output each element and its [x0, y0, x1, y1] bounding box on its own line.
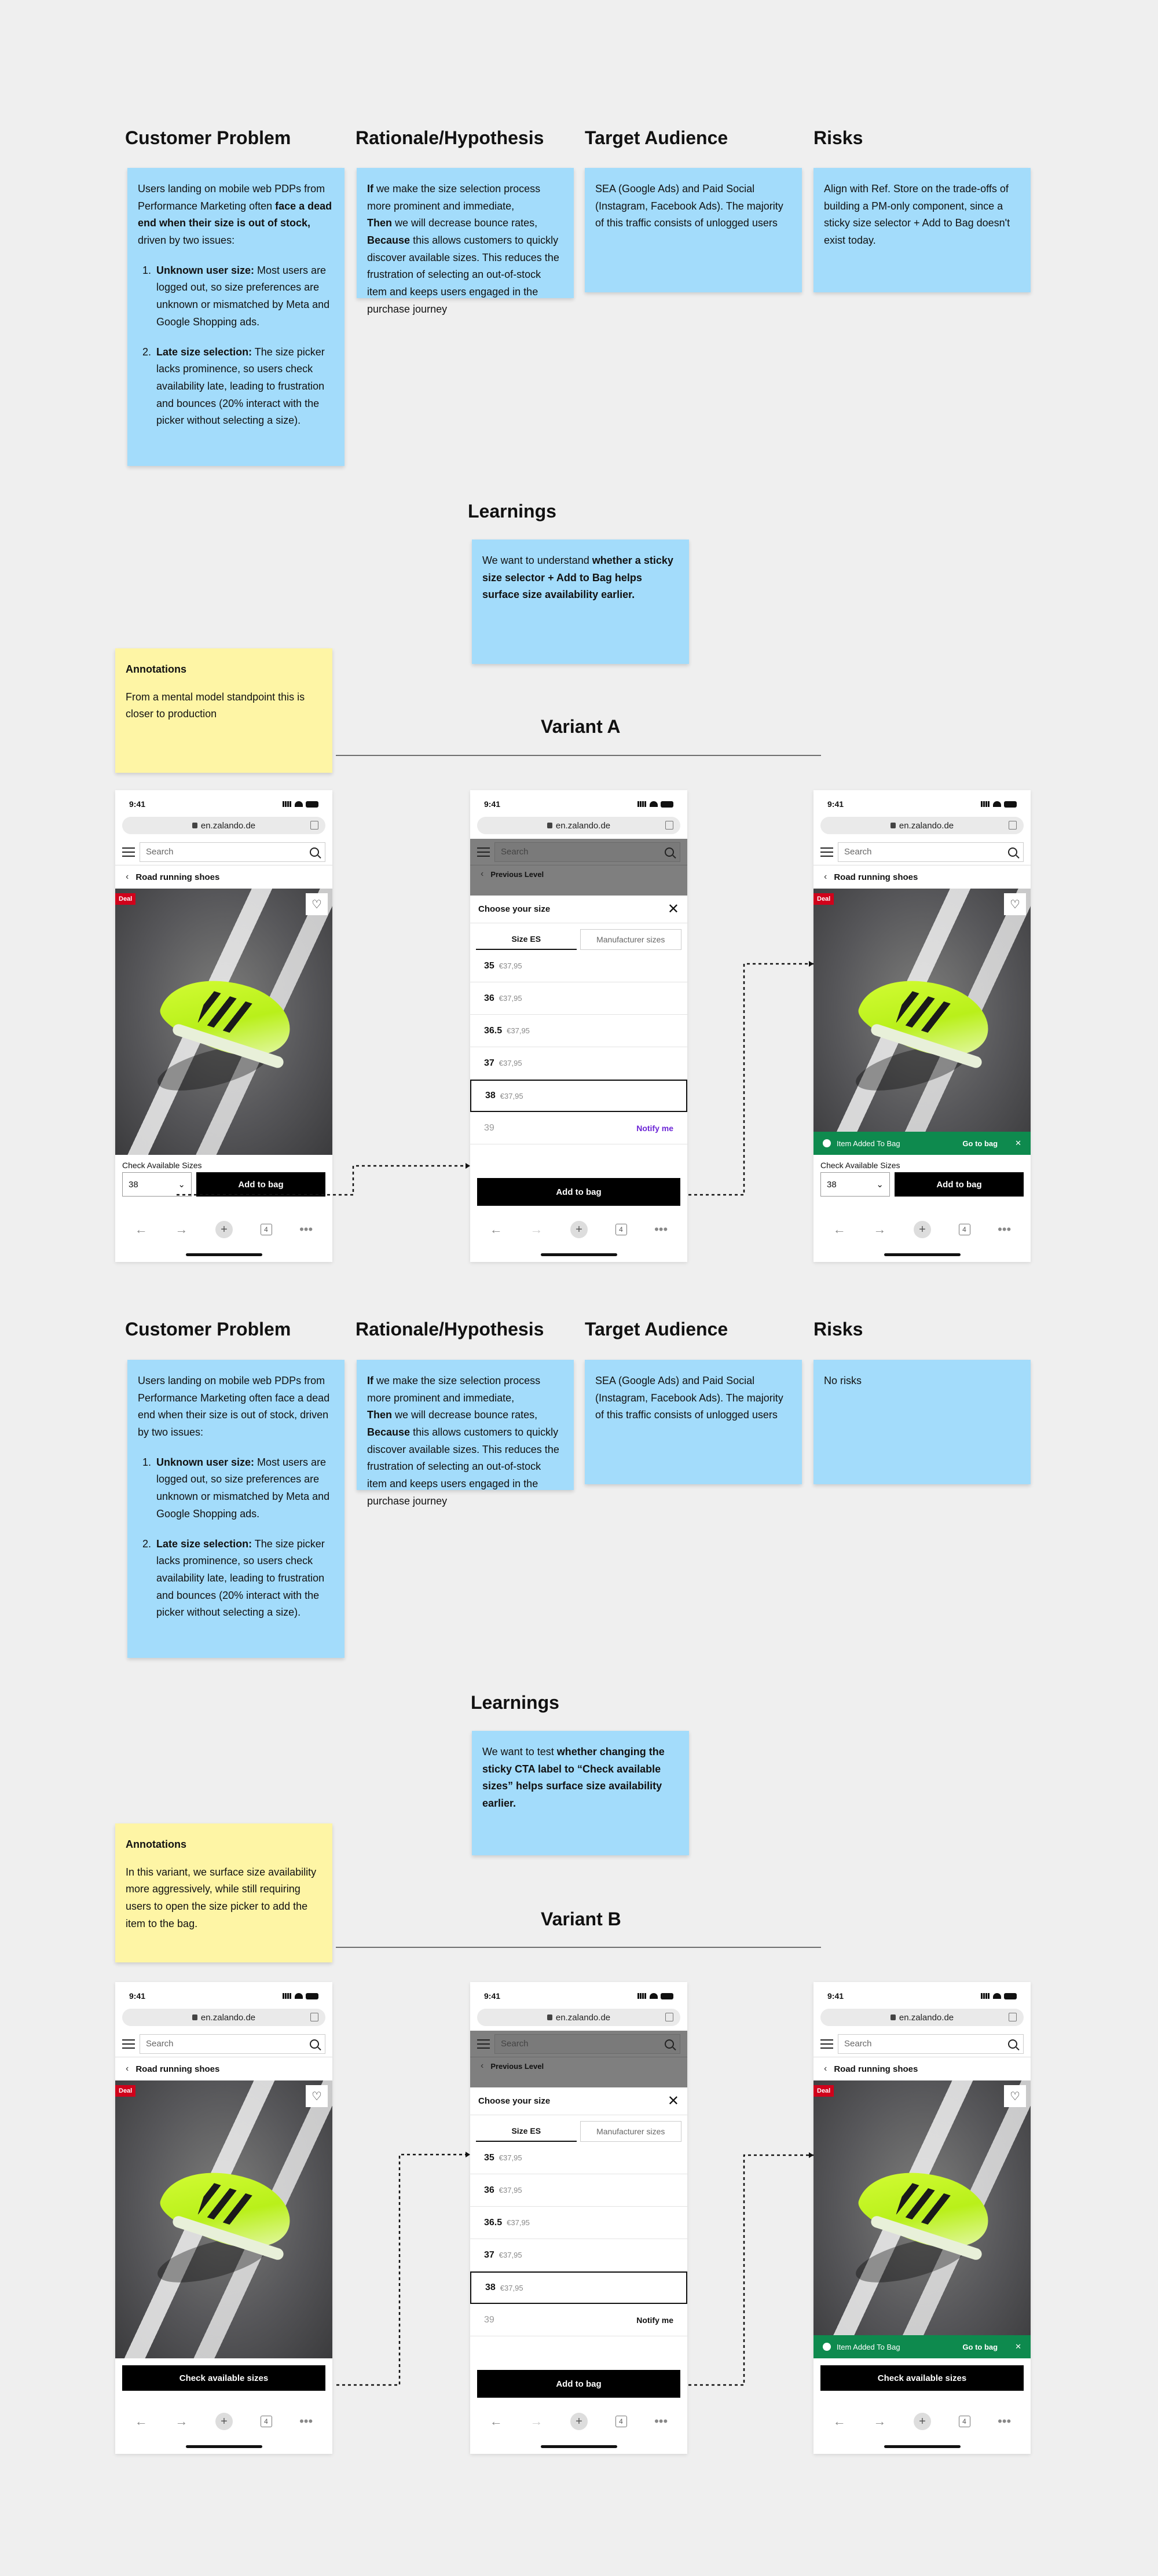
back-icon[interactable]: ←	[134, 2414, 148, 2428]
check-icon	[823, 2343, 831, 2351]
add-to-bag-button[interactable]: Add to bag	[196, 1172, 325, 1197]
home-indicator	[541, 2445, 617, 2448]
menu-icon	[477, 2039, 490, 2049]
breadcrumb: ‹ Previous Level	[481, 2061, 544, 2071]
size-option[interactable]: 36.5 €37,95	[470, 1015, 687, 1047]
tabs-icon[interactable]: 4	[959, 1224, 970, 1235]
sticky-learnings: We want to understand whether a sticky size selector + Add to Bag helps surface size availability earlier.	[472, 540, 689, 664]
heart-icon[interactable]: ♡	[306, 2085, 328, 2107]
go-to-bag-link[interactable]: Go to bag	[962, 1139, 998, 1148]
search-input[interactable]: Search	[140, 2034, 325, 2054]
tab-size-es[interactable]: Size ES	[476, 929, 577, 950]
product-image	[115, 2080, 332, 2358]
phone-size-picker: 9:41 en.zalando.de Search ‹ Previous Level Choose your size ✕ Size ES Manufacturer sizes 35 €37,95 36 €37,95 36.5 €37,95 37 €37,95 38 €37,95 39 Notify me Add to bag ← → + 4 •••	[470, 1982, 687, 2454]
search-icon	[665, 2039, 674, 2049]
chevron-down-icon: ⌄	[178, 1180, 185, 1190]
sticky-risks: Align with Ref. Store on the trade-offs of building a PM-only component, since a sticky size selector + Add to Bag doesn't exist today.	[813, 168, 1031, 292]
tabs-icon[interactable]: 4	[615, 2416, 627, 2427]
phone-size-picker: 9:41 en.zalando.de Search ‹ Previous Level Choose your size ✕ Size ES Manufacturer sizes 35 €37,95 36 €37,95 36.5 €37,95 37 €37,95 38 €37,95 39 Notify me Add to bag ← → + 4 •••	[470, 790, 687, 1262]
tabs-icon[interactable]: 4	[261, 1224, 272, 1235]
deal-badge: Deal	[813, 2085, 834, 2097]
chevron-left-icon: ‹	[824, 872, 827, 882]
header-risks: Risks	[813, 1319, 863, 1340]
tabs-icon[interactable]: 4	[959, 2416, 970, 2427]
breadcrumb[interactable]: ‹ Road running shoes	[126, 872, 220, 882]
battery-icon	[306, 1993, 318, 1999]
breadcrumb[interactable]: ‹ Road running shoes	[126, 2064, 220, 2074]
more-icon[interactable]: •••	[654, 2414, 668, 2428]
size-selector[interactable]: 38 ⌄	[122, 1172, 192, 1197]
chevron-down-icon: ⌄	[876, 1180, 884, 1190]
variant-title: Variant A	[541, 716, 621, 737]
tab-size-es[interactable]: Size ES	[476, 2121, 577, 2142]
add-to-bag-button[interactable]: Add to bag	[477, 1178, 680, 1206]
deal-badge: Deal	[115, 2085, 135, 2097]
battery-icon	[1004, 1993, 1017, 1999]
new-tab-icon[interactable]: +	[570, 1221, 588, 1238]
wifi-icon	[295, 1993, 303, 1999]
more-icon[interactable]: •••	[998, 2414, 1012, 2428]
variant-title: Variant B	[541, 1909, 621, 1929]
forward-icon[interactable]: →	[175, 2414, 188, 2428]
size-option[interactable]: 37 €37,95	[470, 2239, 687, 2272]
back-icon[interactable]: ←	[134, 1222, 148, 1236]
status-time: 9:41	[129, 799, 146, 809]
browser-toolbar	[115, 2410, 332, 2433]
phone-pdp: 9:41 en.zalando.de Search ‹ Road running shoes Deal ♡ Check available sizes ← → + 4 •••	[115, 1982, 332, 2454]
tab-manufacturer-sizes[interactable]: Manufacturer sizes	[580, 929, 682, 950]
search-input: Search	[494, 2034, 680, 2054]
home-indicator	[884, 2445, 961, 2448]
new-tab-icon[interactable]: +	[570, 2413, 588, 2430]
signal-icon	[637, 1993, 647, 1999]
available-sizes-label: Check Available Sizes	[820, 1161, 900, 1170]
sticky-customer-problem: Users landing on mobile web PDPs from Performance Marketing often face a dead end when their size is out of stock, driven by two issues: 1. Unknown user size: Most users are logged out, so size preferences are unknown or mismatched by Meta and Google Shopping ads. 2. Late size selection: The size picker lacks prominence, so users check availability late, leading to frustration and bounces (20% interact with the picker without selecting a size).	[127, 1360, 345, 1658]
forward-icon[interactable]: →	[530, 2414, 543, 2428]
forward-icon[interactable]: →	[530, 1222, 543, 1236]
search-icon[interactable]	[1008, 2039, 1017, 2049]
close-icon[interactable]: ✕	[667, 901, 679, 917]
new-tab-icon[interactable]: +	[215, 1221, 233, 1238]
search-icon[interactable]	[310, 2039, 319, 2049]
size-picker-sheet	[470, 2087, 687, 2400]
forward-icon[interactable]: →	[873, 1222, 886, 1236]
header-risks: Risks	[813, 127, 863, 148]
size-option[interactable]: 36 €37,95	[470, 2174, 687, 2207]
more-icon[interactable]: •••	[998, 1222, 1012, 1236]
sticky-annotations: Annotations In this variant, we surface size availability more aggressively, while still requiring users to open the size picker to add the item to the bag.	[115, 1823, 332, 1962]
added-toast: Item Added To Bag Go to bag ✕	[813, 2335, 1031, 2358]
sticky-rationale: If we make the size selection process more prominent and immediate, Then we will decrease bounce rates, Because this allows customers to quickly discover available sizes. This reduces the frustration of selecting an out-of-stock item and keeps users engaged in the purchase journey	[357, 168, 574, 298]
url-bar[interactable]: en.zalando.de	[122, 2009, 325, 2026]
url-bar[interactable]: en.zalando.de	[477, 817, 680, 834]
new-tab-icon[interactable]: +	[914, 2413, 931, 2430]
heart-icon[interactable]: ♡	[306, 893, 328, 915]
wifi-icon	[993, 1993, 1001, 1999]
url-bar[interactable]: en.zalando.de	[820, 2009, 1024, 2026]
chevron-left-icon: ‹	[126, 872, 129, 882]
divider	[336, 1947, 821, 1948]
size-option[interactable]: 36 €37,95	[470, 982, 687, 1015]
go-to-bag-link[interactable]: Go to bag	[962, 2342, 998, 2351]
size-option-selected[interactable]: 38 €37,95	[470, 2272, 687, 2304]
chevron-left-icon: ‹	[126, 2064, 129, 2074]
sticky-risks: No risks	[813, 1360, 1031, 1484]
lock-icon	[547, 2014, 552, 2020]
header-customer-problem: Customer Problem	[125, 127, 291, 148]
sticky-rationale: If we make the size selection process more prominent and immediate, Then we will decrease bounce rates, Because this allows customers to quickly discover available sizes. This reduces the frustration of selecting an out-of-stock item and keeps users engaged in the purchase journey	[357, 1360, 574, 1490]
size-option-out-of-stock[interactable]: 39 Notify me	[470, 2304, 687, 2336]
close-icon[interactable]: ✕	[667, 2093, 679, 2109]
chevron-left-icon: ‹	[481, 869, 484, 879]
battery-icon	[661, 1993, 673, 1999]
size-option[interactable]: 35 €37,95	[470, 950, 687, 982]
add-to-bag-button[interactable]: Add to bag	[895, 1172, 1024, 1197]
header-target-audience: Target Audience	[585, 1319, 728, 1340]
search-input[interactable]: Search	[838, 842, 1024, 862]
picker-title: Choose your size	[478, 2096, 551, 2106]
sticky-learnings: We want to test whether changing the sticky CTA label to “Check available sizes” helps surface size availability earlier.	[472, 1731, 689, 1855]
share-icon[interactable]	[665, 2013, 673, 2021]
more-icon[interactable]: •••	[654, 1222, 668, 1236]
new-tab-icon[interactable]: +	[215, 2413, 233, 2430]
lock-icon	[891, 2014, 896, 2020]
heart-icon[interactable]: ♡	[1004, 893, 1026, 915]
wifi-icon	[650, 1993, 658, 1999]
share-icon[interactable]	[1009, 2013, 1017, 2021]
header-target-audience: Target Audience	[585, 127, 728, 148]
notify-me-link[interactable]: Notify me	[636, 2315, 673, 2325]
back-icon[interactable]: ←	[833, 2414, 846, 2428]
header-learnings: Learnings	[471, 1692, 559, 1713]
sticky-customer-problem: Users landing on mobile web PDPs from Performance Marketing often face a dead end when their size is out of stock, driven by two issues: 1. Unknown user size: Most users are logged out, so size preferences are unknown or mismatched by Meta and Google Shopping ads. 2. Late size selection: The size picker lacks prominence, so users check availability late, leading to frustration and bounces (20% interact with the picker without selecting a size).	[127, 168, 345, 466]
menu-icon[interactable]	[122, 2039, 135, 2049]
url-bar[interactable]: en.zalando.de	[122, 817, 325, 834]
new-tab-icon[interactable]: +	[914, 1221, 931, 1238]
header-learnings: Learnings	[468, 501, 556, 522]
notify-me-link[interactable]: Notify me	[636, 1123, 673, 1133]
available-sizes-label: Check Available Sizes	[122, 1161, 202, 1170]
size-option-selected[interactable]: 38 €37,95	[470, 1080, 687, 1112]
signal-icon	[283, 1993, 292, 1999]
breadcrumb[interactable]: ‹ Road running shoes	[824, 872, 918, 882]
tabs-icon[interactable]: 4	[615, 1224, 627, 1235]
search-input[interactable]: Search	[140, 842, 325, 862]
close-icon[interactable]: ✕	[1015, 2342, 1021, 2351]
heart-icon[interactable]: ♡	[1004, 2085, 1026, 2107]
size-selector[interactable]: 38 ⌄	[820, 1172, 890, 1197]
home-indicator	[186, 2445, 262, 2448]
sticky-annotations: Annotations From a mental model standpoint this is closer to production	[115, 648, 332, 773]
picker-title: Choose your size	[478, 904, 551, 914]
breadcrumb[interactable]: ‹ Road running shoes	[824, 2064, 918, 2074]
tab-manufacturer-sizes[interactable]: Manufacturer sizes	[580, 2121, 682, 2142]
search-input: Search	[494, 842, 680, 862]
size-option[interactable]: 35 €37,95	[470, 2142, 687, 2174]
url-bar[interactable]: en.zalando.de	[820, 817, 1024, 834]
chevron-left-icon: ‹	[481, 2061, 484, 2071]
size-option[interactable]: 37 €37,95	[470, 1047, 687, 1080]
deal-badge: Deal	[813, 893, 834, 905]
more-icon[interactable]: •••	[299, 2414, 313, 2428]
size-option[interactable]: 36.5 €37,95	[470, 2207, 687, 2239]
url-bar[interactable]: en.zalando.de	[477, 2009, 680, 2026]
header-customer-problem: Customer Problem	[125, 1319, 291, 1340]
chevron-left-icon: ‹	[824, 2064, 827, 2074]
browser-toolbar	[813, 2410, 1031, 2433]
phone-item-added: 9:41 en.zalando.de Search ‹ Road running shoes Deal ♡ Item Added To Bag Go to bag ✕ Check available sizes ← → + 4 •••	[813, 1982, 1031, 2454]
menu-icon[interactable]	[820, 2039, 833, 2049]
check-available-sizes-button[interactable]: Check available sizes	[122, 2365, 325, 2391]
deal-badge: Deal	[115, 893, 135, 905]
phone-item-added: 9:41 en.zalando.de Search ‹ Road running shoes Deal ♡ Item Added To Bag Go to bag ✕ Check Available Sizes 38 ⌄ Add to bag ← → + 4 •••	[813, 790, 1031, 1262]
lock-icon	[192, 2014, 197, 2020]
search-input[interactable]: Search	[838, 2034, 1024, 2054]
signal-icon	[981, 1993, 990, 1999]
close-icon[interactable]: ✕	[1015, 1139, 1021, 1147]
back-icon[interactable]: ←	[833, 1222, 846, 1236]
forward-icon[interactable]: →	[175, 1222, 188, 1236]
sticky-target-audience: SEA (Google Ads) and Paid Social (Instagram, Facebook Ads). The majority of this traffic consists of unlogged users	[585, 168, 802, 292]
add-to-bag-button[interactable]: Add to bag	[477, 2370, 680, 2398]
back-icon[interactable]: ←	[489, 2414, 503, 2428]
tabs-icon[interactable]: 4	[261, 2416, 272, 2427]
product-image	[813, 2080, 1031, 2358]
header-rationale: Rationale/Hypothesis	[356, 127, 544, 148]
breadcrumb: ‹ Previous Level	[481, 869, 544, 879]
share-icon[interactable]	[310, 2013, 318, 2021]
added-toast: Item Added To Bag Go to bag ✕	[813, 1132, 1031, 1155]
check-available-sizes-button[interactable]: Check available sizes	[820, 2365, 1024, 2391]
forward-icon[interactable]: →	[873, 2414, 886, 2428]
sticky-target-audience: SEA (Google Ads) and Paid Social (Instagram, Facebook Ads). The majority of this traffic consists of unlogged users	[585, 1360, 802, 1484]
more-icon[interactable]: •••	[299, 1222, 313, 1236]
header-rationale: Rationale/Hypothesis	[356, 1319, 544, 1340]
browser-toolbar	[470, 2410, 687, 2433]
back-icon[interactable]: ←	[489, 1222, 503, 1236]
size-option-out-of-stock[interactable]: 39 Notify me	[470, 1112, 687, 1144]
